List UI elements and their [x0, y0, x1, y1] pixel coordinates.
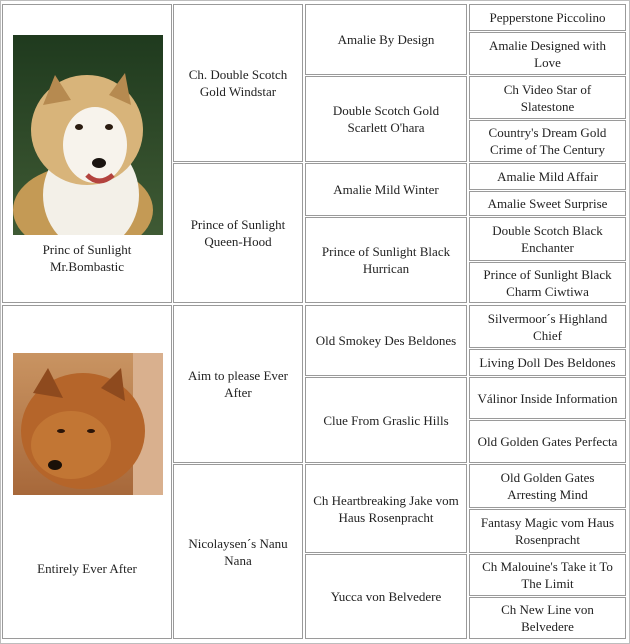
ggg-parent-cell: Living Doll Des Beldones — [469, 349, 626, 376]
grandparent-cell: Ch. Double Scotch Gold Windstar — [173, 4, 303, 162]
great-grandparent-cell: Amalie By Design — [305, 4, 467, 75]
great-grandparent-cell: Clue From Graslic Hills — [305, 377, 467, 463]
dam-photo — [13, 353, 163, 495]
great-grandparent-cell: Old Smokey Des Beldones — [305, 305, 467, 376]
ggg-parent-cell: Pepperstone Piccolino — [469, 4, 626, 31]
ggg-parent-cell: Fantasy Magic vom Haus Rosenpracht — [469, 509, 626, 553]
sire-cell — [2, 4, 172, 303]
ggg-parent-cell: Country's Dream Gold Crime of The Century — [469, 120, 626, 162]
ggg-parent-cell: Double Scotch Black Enchanter — [469, 217, 626, 261]
grandparent-cell: Prince of Sunlight Queen-Hood — [173, 163, 303, 303]
ggg-parent-cell: Amalie Mild Affair — [469, 163, 626, 190]
great-grandparent-cell: Yucca von Belvedere — [305, 554, 467, 639]
ggg-parent-cell: Amalie Designed with Love — [469, 32, 626, 75]
ggg-parent-cell: Prince of Sunlight Black Charm Ciwtiwa — [469, 262, 626, 303]
dam-cell — [2, 305, 172, 639]
great-grandparent-cell: Amalie Mild Winter — [305, 163, 467, 216]
ggg-parent-cell: Ch Malouine's Take it To The Limit — [469, 554, 626, 596]
ggg-parent-cell: Old Golden Gates Arresting Mind — [469, 464, 626, 508]
grandparent-cell: Nicolaysen´s Nanu Nana — [173, 464, 303, 639]
grandparent-cell: Aim to please Ever After — [173, 305, 303, 463]
ggg-parent-cell: Amalie Sweet Surprise — [469, 191, 626, 216]
ggg-parent-cell: Válinor Inside Information — [469, 377, 626, 419]
great-grandparent-cell: Ch Heartbreaking Jake vom Haus Rosenpracht — [305, 464, 467, 553]
ggg-parent-cell: Ch New Line von Belvedere — [469, 597, 626, 639]
sire-name: Princ of Sunlight Mr.Bombastic — [42, 242, 132, 274]
ggg-parent-cell: Old Golden Gates Perfecta — [469, 420, 626, 463]
great-grandparent-cell: Double Scotch Gold Scarlett O'hara — [305, 76, 467, 162]
dam-name: Entirely Ever After — [37, 561, 137, 576]
sire-photo — [13, 35, 163, 235]
ggg-parent-cell: Silvermoor´s Highland Chief — [469, 305, 626, 348]
great-grandparent-cell: Prince of Sunlight Black Hurrican — [305, 217, 467, 303]
ggg-parent-cell: Ch Video Star of Slatestone — [469, 76, 626, 119]
